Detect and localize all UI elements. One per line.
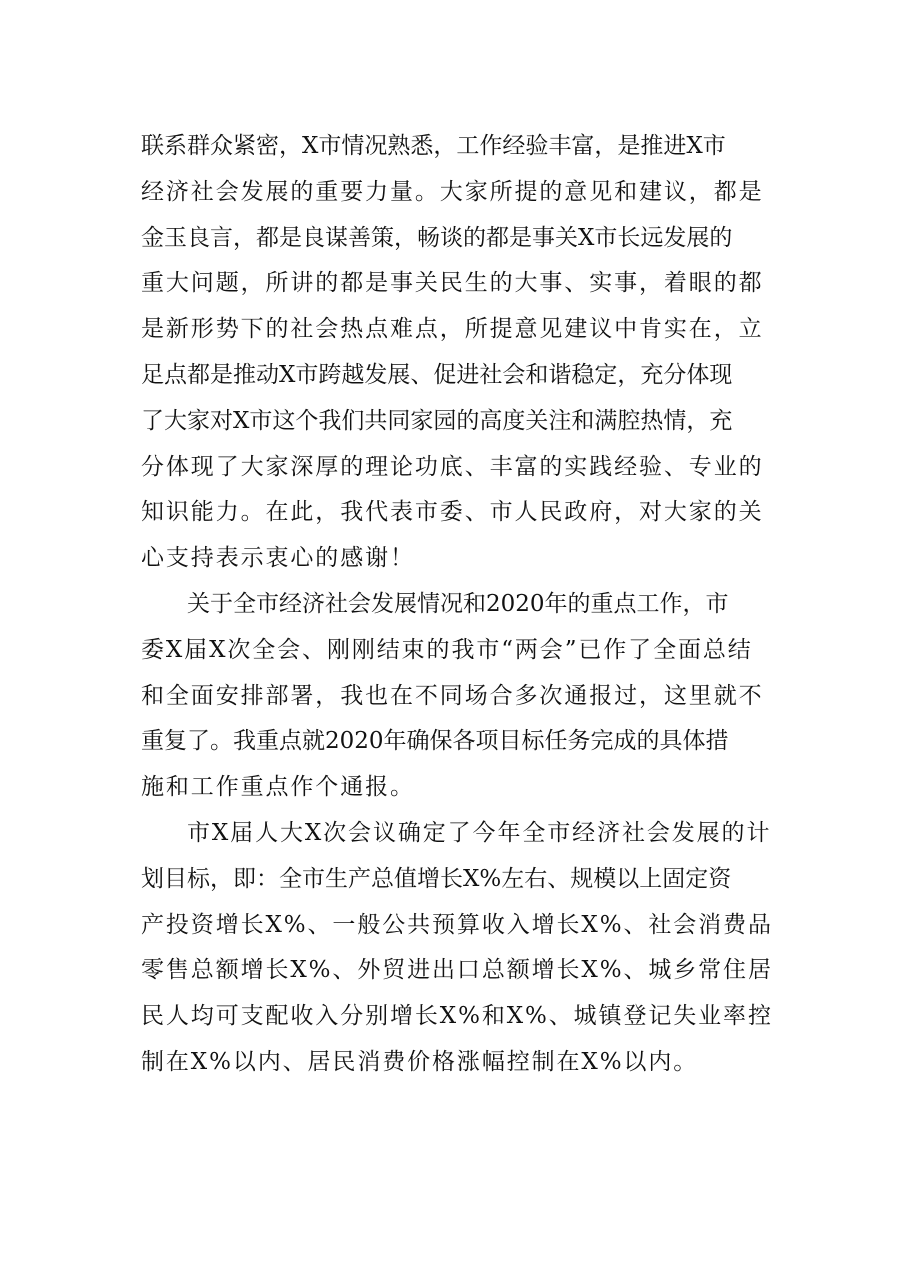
text-line: 是新形势下的社会热点难点，所提意见建议中肯实在，立	[141, 316, 764, 343]
text-line: 联系群众紧密，X市情况熟悉，工作经验丰富，是推进X市	[141, 133, 726, 159]
text-line: 关于全市经济社会发展情况和2020年的重点工作，市	[187, 590, 729, 617]
paragraph-1	[141, 124, 773, 582]
text-line: 了大家对X市这个我们共同家园的高度关注和满腔热情，充	[141, 407, 733, 434]
text-line: 重大问题，所讲的都是事关民生的大事、实事，着眼的都	[141, 270, 764, 297]
text-line: 零售总额增长X%、外贸进出口总额增长X%、城乡常住居	[141, 957, 773, 984]
text-line: 重复了。我重点就2020年确保各项目标任务完成的具体措	[141, 728, 729, 755]
paragraph-2	[141, 582, 773, 811]
text-line: 经济社会发展的重要力量。大家所提的意见和建议，都是	[141, 178, 764, 205]
text-line: 和全面安排部署，我也在不同场合多次通报过，这里就不	[141, 682, 764, 709]
document-body	[141, 124, 773, 1086]
text-line: 施和工作重点作个通报。	[141, 774, 415, 801]
text-line: 市X届人大X次会议确定了今年全市经济社会发展的计	[187, 819, 772, 846]
text-line: 知识能力。在此，我代表市委、市人民政府，对大家的关	[141, 499, 764, 526]
paragraph-3	[141, 811, 773, 1086]
text-line: 制在X%以内、居民消费价格涨幅控制在X%以内。	[141, 1048, 699, 1075]
text-line: 产投资增长X%、一般公共预算收入增长X%、社会消费品	[141, 911, 773, 938]
text-line: 心支持表示衷心的感谢！	[141, 545, 415, 572]
text-line: 分体现了大家深厚的理论功底、丰富的实践经验、专业的	[141, 453, 764, 480]
text-line: 委X届X次全会、刚刚结束的我市“两会”已作了全面总结	[141, 636, 753, 663]
text-line: 民人均可支配收入分别增长X%和X%、城镇登记失业率控	[141, 1003, 773, 1030]
text-line: 划目标，即：全市生产总值增长X%左右、规模以上固定资	[141, 865, 732, 892]
text-line: 金玉良言，都是良谋善策，畅谈的都是事关X市长远发展的	[141, 224, 733, 251]
text-line: 足点都是推动X市跨越发展、促进社会和谐稳定，充分体现	[141, 361, 733, 388]
